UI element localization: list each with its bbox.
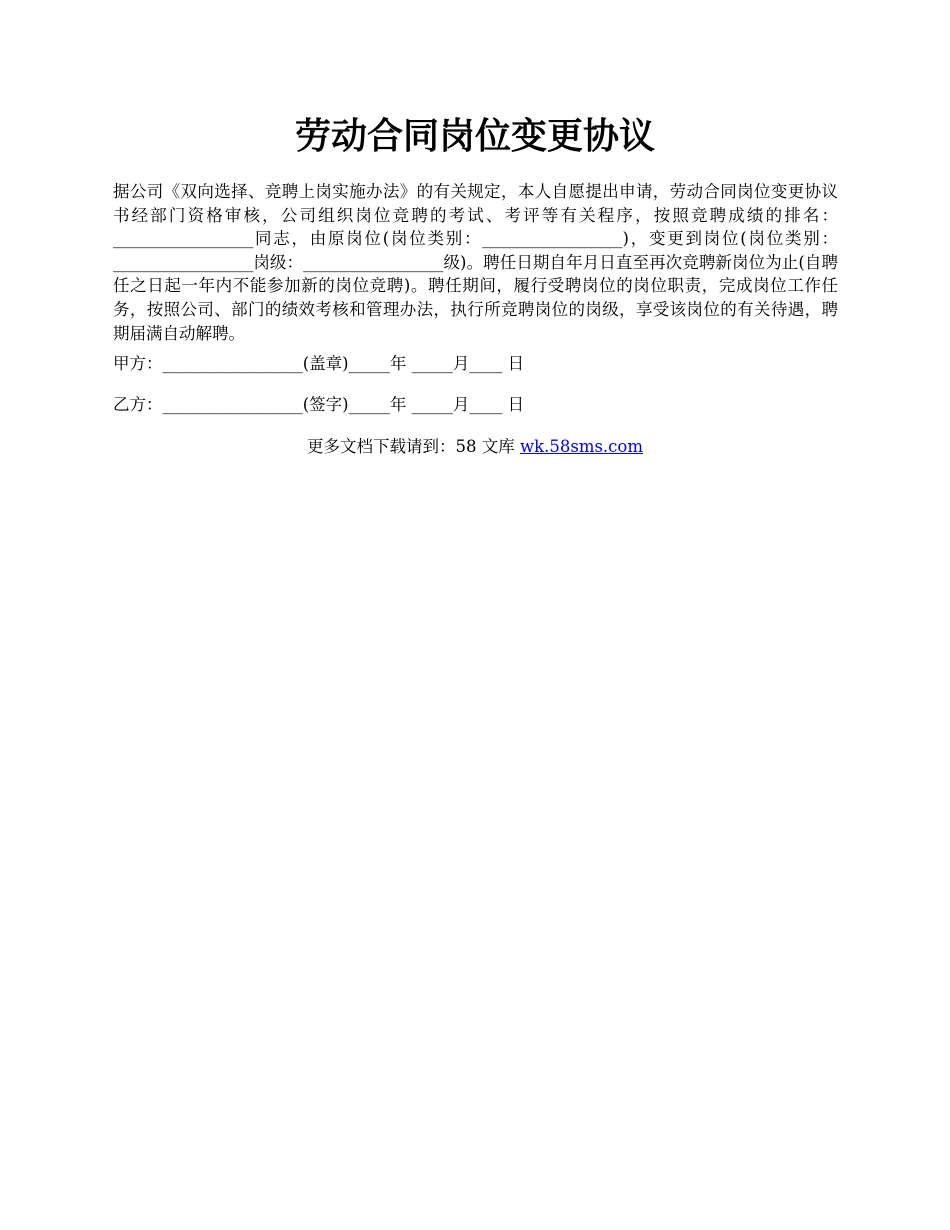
footer-note	[0, 435, 950, 459]
document-title: 劳动合同岗位变更协议	[294, 115, 655, 157]
party-b-signature-line: 乙方：_________________(签字)_____年 _____月____ 日	[113, 395, 525, 414]
party-a-signature-line: 甲方：_________________(盖章)_____年 _____月____ 日	[113, 354, 525, 373]
footer-prefix: 更多文档下载请到：58 文库	[306, 437, 520, 456]
footer-link[interactable]: wk.58sms.com	[519, 437, 643, 456]
agreement-paragraph: 据公司《双向选择、竞聘上岗实施办法》的有关规定，本人自愿提出申请，劳动合同岗位变更协议书经部门资格审核，公司组织岗位竞聘的考试、考评等有关程序，按照竞聘成绩的排名：_________________同志，由原岗位(岗位类别：_________________)，变更到岗位(岗位类别：_________________岗级：_________________级)。聘任日期自年月日直至再次竞聘新岗位为止(自聘任之日起一年内不能参加新的岗位竞聘)。聘任期间，履行受聘岗位的岗位职责，完成岗位工作任务，按照公司、部门的绩效考核和管理办法，执行所竞聘岗位的岗级，享受该岗位的有关待遇，聘期届满自动解聘。	[113, 182, 838, 343]
